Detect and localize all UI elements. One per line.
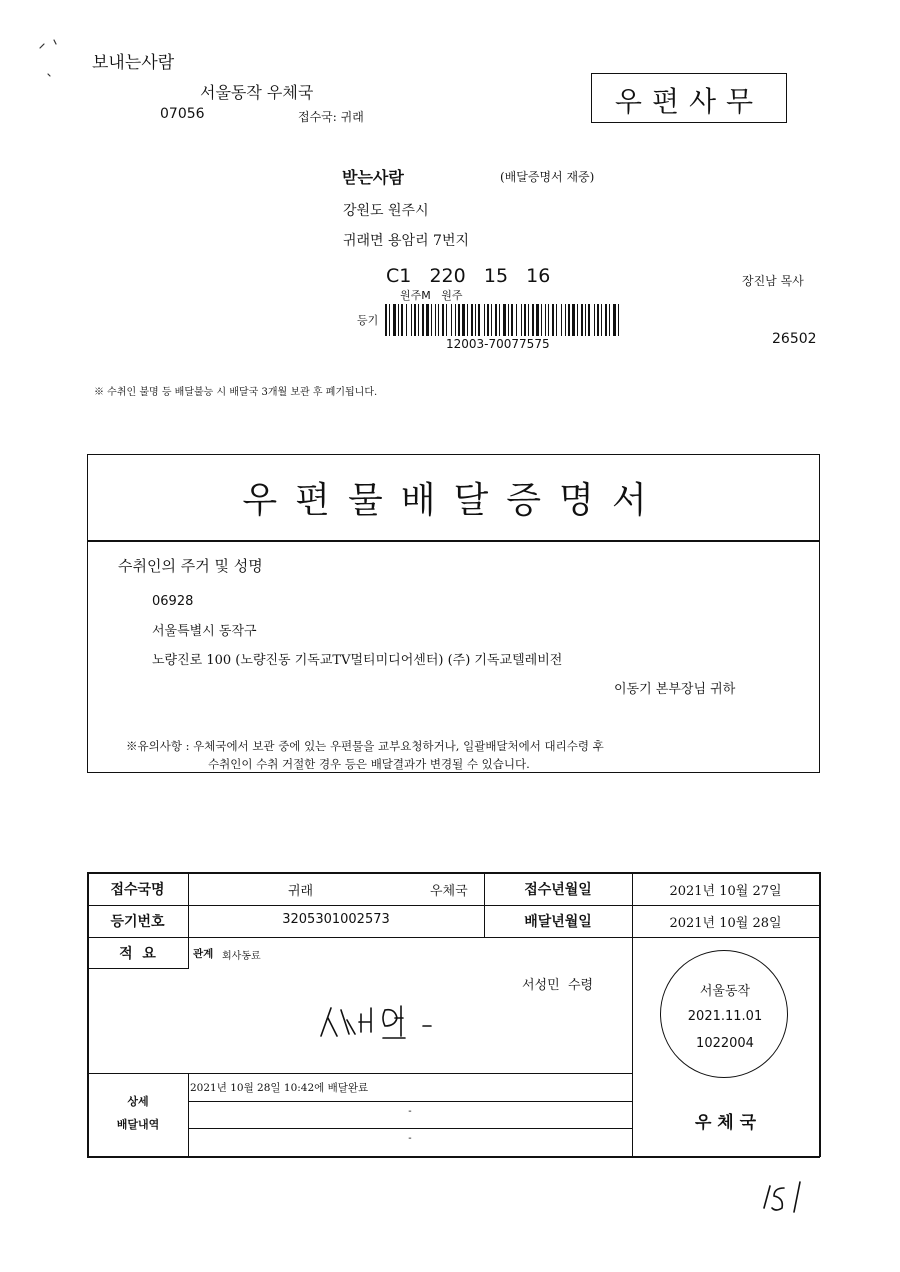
recipient-name: 장진남 목사 xyxy=(742,274,804,288)
certificate-section-label: 수취인의 주거 및 성명 xyxy=(118,557,263,575)
recipient-address-line2: 귀래면 용암리 7번지 xyxy=(343,233,469,249)
postal-stamp xyxy=(660,950,788,1078)
postal-office-box-label: 우편사무 xyxy=(614,85,764,118)
stamp-code: 1022004 xyxy=(696,1036,754,1051)
intake-date-value: 2021년 10월 27일 xyxy=(669,884,782,899)
detail-row-2: - xyxy=(408,1106,412,1117)
intake-office-suffix: 우체국 xyxy=(430,884,468,899)
detail-label-line2: 배달내역 xyxy=(116,1118,160,1131)
route-code: C1 220 15 16 xyxy=(386,265,551,287)
certificate-postcode: 06928 xyxy=(152,594,194,609)
stamp-date: 2021.11.01 xyxy=(687,1009,763,1024)
certificate-divider xyxy=(87,540,820,542)
certificate-addressee: 이동기 본부장님 귀하 xyxy=(614,682,736,697)
delivery-date-value: 2021년 10월 28일 xyxy=(669,916,782,931)
certificate-notice-line1: ※유의사항 : 우체국에서 보관 중에 있는 우편물을 교부요청하거나, 일괄배달처에서 대리수령 후 xyxy=(126,739,604,753)
certificate-address-line1: 서울특별시 동작구 xyxy=(152,624,257,639)
sender-office: 서울동작 우체국 xyxy=(200,83,314,102)
postal-office-box xyxy=(591,73,787,123)
scan-speck-marks xyxy=(36,36,66,80)
certificate-notice-line2: 수취인이 수취 거절한 경우 등은 배달결과가 변경될 수 있습니다. xyxy=(208,757,530,771)
registered-label: 등기 xyxy=(357,314,379,327)
recipient-zip: 26502 xyxy=(772,331,817,347)
sender-postcode: 07056 xyxy=(160,106,205,122)
relation-value: 회사동료 xyxy=(222,951,261,962)
disposal-notice: ※ 수취인 불명 등 배달불능 시 배달국 3개월 보관 후 폐기됩니다. xyxy=(94,387,378,398)
sender-label: 보내는사람 xyxy=(92,53,175,73)
delivery-date-label: 배달년월일 xyxy=(524,914,592,930)
detail-row-3: - xyxy=(408,1133,412,1144)
certificate-title: 우편물배달증명서 xyxy=(242,480,665,521)
registration-number-label: 등기번호 xyxy=(110,914,165,930)
registration-number-value: 3205301002573 xyxy=(282,912,390,927)
receiver-text: 서성민 수령 xyxy=(522,978,594,993)
handwritten-signature xyxy=(315,996,445,1046)
detail-row-1: 2021년 10월 28일 10:42에 배달완료 xyxy=(190,1082,369,1094)
tracking-number: 12003-70077575 xyxy=(446,337,550,351)
recipient-note: (배달증명서 재중) xyxy=(500,170,595,184)
remarks-label: 적 요 xyxy=(119,946,156,962)
intake-date-label: 접수년월일 xyxy=(524,882,592,898)
intake-office-value: 귀래 xyxy=(288,884,314,899)
tracking-barcode xyxy=(385,304,621,336)
post-office-label: 우 체 국 xyxy=(694,1113,757,1133)
intake-office-label: 접수국명 xyxy=(110,882,165,898)
detail-label-line1: 상세 xyxy=(127,1095,149,1108)
recipient-address-line1: 강원도 원주시 xyxy=(343,203,429,219)
intake-office: 접수국: 귀래 xyxy=(298,110,364,124)
relation-label: 관계 xyxy=(193,948,214,960)
stamp-office: 서울동작 xyxy=(699,984,751,999)
certificate-address-line2: 노량진로 100 (노량진동 기독교TV멀티미디어센터) (주) 기독교텔레비전 xyxy=(152,653,563,668)
handwritten-page-mark xyxy=(760,1178,820,1216)
recipient-label: 받는사람 xyxy=(342,168,404,187)
route-sub: 원주M 원주 xyxy=(400,289,463,302)
